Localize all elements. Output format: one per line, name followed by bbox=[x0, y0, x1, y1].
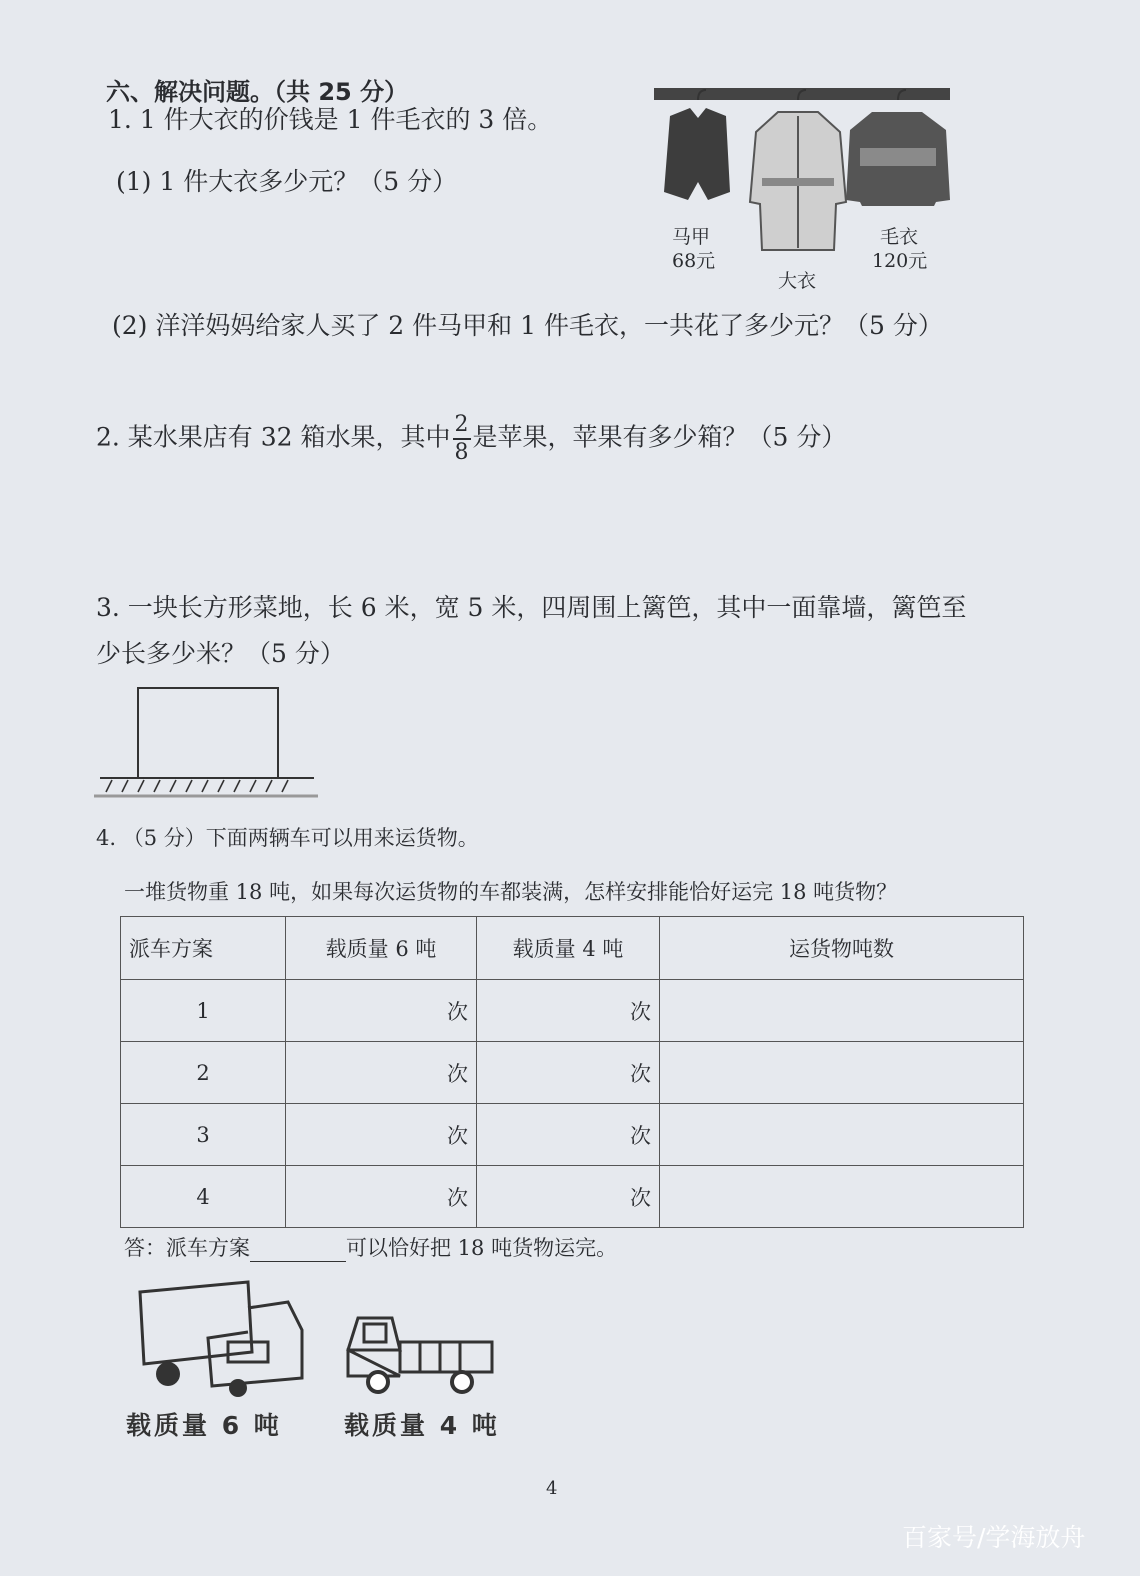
vest-image bbox=[664, 90, 730, 200]
plan-number: 2 bbox=[121, 1042, 286, 1104]
big-truck-icon bbox=[128, 1278, 318, 1398]
table-row bbox=[121, 1042, 1024, 1104]
sweater-price: 120元 bbox=[872, 250, 928, 272]
vest-label: 马甲 bbox=[672, 226, 711, 248]
trips-6-ton: 次 bbox=[286, 980, 477, 1042]
answer-blank bbox=[250, 1239, 346, 1262]
header-4-ton: 载质量 4 吨 bbox=[477, 917, 660, 980]
total-tons bbox=[660, 1104, 1024, 1166]
table-header-row bbox=[121, 917, 1024, 980]
answer-suffix: 可以恰好把 18 吨货物运完。 bbox=[346, 1236, 618, 1260]
table-row bbox=[121, 1104, 1024, 1166]
sweater-label: 毛衣 bbox=[880, 226, 919, 248]
table-row bbox=[121, 980, 1024, 1042]
q4-intro: 4. （5 分）下面两辆车可以用来运货物。 bbox=[96, 826, 479, 850]
trips-6-ton: 次 bbox=[286, 1166, 477, 1228]
header-total: 运货物吨数 bbox=[660, 917, 1024, 980]
answer-prefix: 答：派车方案 bbox=[124, 1236, 250, 1260]
q1-part1: (1) 1 件大衣多少元？（5 分） bbox=[116, 167, 458, 196]
header-plan: 派车方案 bbox=[121, 917, 286, 980]
vest-price: 68元 bbox=[672, 250, 716, 272]
q3-line1: 3. 一块长方形菜地，长 6 米，宽 5 米，四周围上篱笆，其中一面靠墙，篱笆至 bbox=[96, 593, 967, 622]
big-truck-caption: 载质量 6 吨 bbox=[126, 1411, 282, 1440]
q1-stem: 1. 1 件大衣的价钱是 1 件毛衣的 3 倍。 bbox=[108, 105, 553, 134]
table-row bbox=[121, 1166, 1024, 1228]
dispatch-plan-table bbox=[120, 916, 1024, 1228]
fraction-denominator: 8 bbox=[454, 440, 469, 465]
garden-rectangle bbox=[138, 688, 278, 778]
watermark: 百家号/学海放舟 bbox=[902, 1523, 1086, 1552]
trips-6-ton: 次 bbox=[286, 1104, 477, 1166]
page-number: 4 bbox=[546, 1478, 558, 1499]
trips-6-ton: 次 bbox=[286, 1042, 477, 1104]
fraction-numerator: 2 bbox=[453, 414, 471, 440]
trips-4-ton: 次 bbox=[477, 1104, 660, 1166]
plan-number: 4 bbox=[121, 1166, 286, 1228]
small-truck-caption: 载质量 4 吨 bbox=[344, 1411, 500, 1440]
q2-text bbox=[96, 414, 846, 464]
q1-part2: (2) 洋洋妈妈给家人买了 2 件马甲和 1 件毛衣，一共花了多少元？（5 分） bbox=[112, 311, 943, 340]
total-tons bbox=[660, 1042, 1024, 1104]
header-6-ton: 载质量 6 吨 bbox=[286, 917, 477, 980]
q3-line2: 少长多少米？（5 分） bbox=[96, 639, 345, 668]
q4-stem: 一堆货物重 18 吨，如果每次运货物的车都装满，怎样安排能恰好运完 18 吨货物？ bbox=[124, 880, 898, 904]
plan-number: 1 bbox=[121, 980, 286, 1042]
trips-4-ton: 次 bbox=[477, 1042, 660, 1104]
total-tons bbox=[660, 1166, 1024, 1228]
q2-after: 是苹果，苹果有多少箱？（5 分） bbox=[472, 422, 847, 452]
sweater-image bbox=[846, 90, 950, 206]
section-title: 六、解决问题。（共 25 分） bbox=[106, 78, 409, 106]
trips-4-ton: 次 bbox=[477, 1166, 660, 1228]
wall-hatching bbox=[106, 780, 288, 792]
fraction bbox=[453, 414, 471, 464]
q2-before: 2. 某水果店有 32 箱水果，其中 bbox=[96, 422, 451, 452]
garden-wall-diagram bbox=[92, 684, 322, 802]
trips-4-ton: 次 bbox=[477, 980, 660, 1042]
small-truck-icon bbox=[340, 1310, 500, 1400]
coat-image bbox=[750, 90, 846, 250]
plan-number: 3 bbox=[121, 1104, 286, 1166]
answer-line bbox=[124, 1232, 617, 1262]
coat-label: 大衣 bbox=[778, 270, 817, 292]
total-tons bbox=[660, 980, 1024, 1042]
